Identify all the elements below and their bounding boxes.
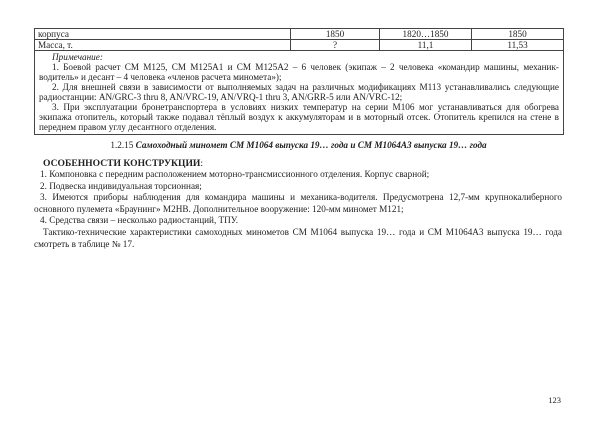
note-title-colon: : [99,52,103,62]
section-number: 1.2.15 [110,140,134,150]
spec-table [34,28,564,135]
feature-item: 4. Средства связи – несколько радиостанций, ТПУ. [40,215,239,226]
feature-item: Тактико-технические характеристики самоходных минометов СМ М1064 выпуска 19… года и СМ М1064А3 выпуска 19… года смотреть в таблице № 17. [34,226,562,249]
document-page [34,28,563,250]
features-heading-text: ОСОБЕННОСТИ КОНСТРУКЦИИ [43,158,201,169]
features-heading-colon: : [200,158,204,169]
table-cell: 1850 [291,29,380,40]
note-item: 2. Для внешней связи в зависимости от выполняемых задач на различных модификациях М113 устанавливались следующие радиостанции: AN/GRC-3 thru 8, AN/VRC-19, AN/VRQ-1 thru 3, AN/GRR-5 или AN/VRC-12; [39,82,559,102]
feature-item: 2. Подвеска индивидуальная торсионная; [40,180,202,191]
note-item: 3. При эксплуатации бронетранспортера в условиях низких температур на серии М106 мог устанавливаться для обогрева экипажа отопитель, который также подавал тёплый воздух к аккумуляторам и в моторный отсек. Отопитель крепился на стене в переднем правом углу десантного отделения. [39,102,559,132]
note-title [39,52,559,62]
row-label: корпуса [35,29,291,40]
table-cell: ? [291,40,380,51]
table-cell: 11,53 [472,40,564,51]
row-label: Масса, т. [35,40,291,51]
note-title-text: Примечание [52,52,100,62]
table-cell: 1820…1850 [380,29,472,40]
features-heading [34,158,563,169]
feature-item: 3. Имеются приборы наблюдения для командира машины и механика-водителя. Предусмотрена 12,7-мм крупнокалиберного основного пулемета «Браунинг» M2HB. Дополнительное вооружение: 120-мм миномет М121; [34,192,562,214]
table-row [35,40,564,51]
section-title: Самоходный миномет СМ М1064 выпуска 19… года и СМ М1064А3 выпуска 19… года [135,140,487,150]
table-cell: 1850 [472,29,564,40]
section-heading [34,140,563,151]
feature-item: 1. Компоновка с передним расположением моторно-трансмиссионного отделения. Корпус сварной; [40,169,430,179]
note-item: 1. Боевой расчет СМ М125, СМ М125А1 и СМ М125А2 – 6 человек (экипаж – 2 человека «командир машины, механик-водитель» и десант – 4 человека «членов расчета миномета»); [39,62,559,82]
page-number: 123 [548,395,561,405]
table-note [35,51,564,135]
table-row [35,29,564,40]
table-row [35,51,564,135]
table-cell: 11,1 [380,40,472,51]
